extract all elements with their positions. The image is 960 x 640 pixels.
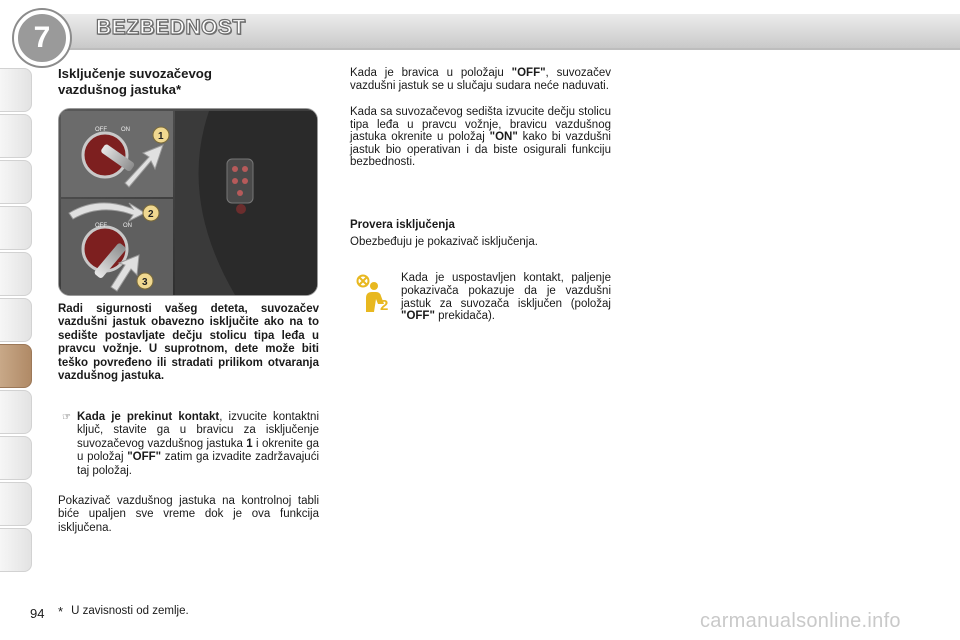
chapter-tab-3[interactable] <box>0 160 32 204</box>
photo-label-step-1: 1 <box>158 131 164 142</box>
section-title-line-1: Isključenje suvozačevog <box>58 66 212 81</box>
airbag-switch-photo <box>58 108 318 296</box>
photo-label-off-bottom: OFF <box>95 223 107 229</box>
indicator-note: Pokazivač vazdušnog jastuka na kontrolnoj tabli biće upaljen sve vreme dok je ova funkcija isključena. <box>58 495 319 534</box>
instruction-bullet <box>58 411 319 478</box>
indicator-part-1: Kada je uspostavljen kontakt, paljenje pokazivača pokazuje da je vazdušni jastuk za suvozača isključen (položaj <box>401 272 611 310</box>
photo-label-off-top: OFF <box>95 127 107 133</box>
page-number: 94 <box>30 606 45 621</box>
section-title-line-2: vazdušnog jastuka* <box>58 82 182 97</box>
chapter-tab-11[interactable] <box>0 528 32 572</box>
chapter-tab-10[interactable] <box>0 482 32 526</box>
instruction-text <box>77 411 319 478</box>
indicator-off: "OFF" <box>401 310 435 323</box>
on-paragraph-on: "ON" <box>489 131 518 144</box>
off-position-paragraph <box>350 67 611 92</box>
off-paragraph-off: "OFF" <box>511 67 546 79</box>
instruction-bold-lead: Kada je prekinut kontakt <box>77 411 220 423</box>
instruction-step-number: 1 <box>246 437 253 450</box>
chapter-tab-rail <box>0 60 32 580</box>
chapter-tab-1[interactable] <box>0 68 32 112</box>
instruction-part-3: zatim ga izvadite zadržavajući taj položaj. <box>77 451 319 477</box>
photo-label-step-3: 3 <box>142 277 148 288</box>
chapter-tab-9[interactable] <box>0 436 32 480</box>
svg-text:2: 2 <box>380 297 389 314</box>
check-section-title: Provera isključenja <box>350 219 455 231</box>
off-paragraph-part-2: , suvozačev vazdušni jastuk se u slučaju sudara neće naduvati. <box>350 67 611 92</box>
airbag-switch-illustration <box>59 109 318 296</box>
watermark: carmanualsonline.info <box>700 610 901 632</box>
photo-label-on-top: ON <box>121 127 130 133</box>
chapter-tab-4[interactable] <box>0 206 32 250</box>
on-paragraph-part-1: Kada sa suvozačevog sedišta izvucite dečju stolicu tipa leđa u pravcu vožnje, bravicu vazdušnog jastuka okrenite u položaj <box>350 106 611 144</box>
footnote-text: U zavisnosti od zemlje. <box>71 605 189 617</box>
indicator-description <box>401 272 611 323</box>
safety-warning: Radi sigurnosti vašeg deteta, suvozačev vazdušni jastuk obavezno isključite ako na to sedište postavljate dečju stolicu tipa leđa u pravcu vožnje. U suprotnom, dete može biti teško povređeno ili stradati prilikom otvaranja vazdušnog jastuka. <box>58 303 319 383</box>
instruction-part-2: i okrenite ga u položaj <box>77 437 319 464</box>
photo-label-step-2: 2 <box>148 209 154 220</box>
chapter-tab-5[interactable] <box>0 252 32 296</box>
instruction-off-position: "OFF" <box>127 451 162 464</box>
check-section-text: Obezbeđuju je pokazivač isključenja. <box>350 236 538 248</box>
indicator-part-2: prekidača). <box>438 310 495 323</box>
chapter-number-badge: 7 <box>14 10 70 66</box>
off-paragraph-part-1: Kada je bravica u položaju <box>350 67 504 79</box>
chapter-tab-8[interactable] <box>0 390 32 434</box>
instruction-part-1: , izvucite kontaktni ključ, stavite ga u bravicu za isključenje suvozačevog vazdušnog jastuka <box>77 411 319 450</box>
photo-label-on-bottom: ON <box>123 223 132 229</box>
footnote <box>58 604 189 619</box>
header-divider <box>40 48 960 50</box>
airbag-off-indicator-icon <box>354 272 394 314</box>
on-position-paragraph <box>350 106 611 169</box>
chapter-title: BEZBEDNOST <box>96 16 246 39</box>
pointing-hand-icon: ☞ <box>62 412 71 423</box>
on-paragraph-part-2: kako bi vazdušni jastuk bio operativan i da biste osigurali funkciju bezbednosti. <box>350 131 611 169</box>
footnote-mark: * <box>58 604 64 619</box>
section-title <box>58 66 328 98</box>
chapter-tab-6[interactable] <box>0 298 32 342</box>
chapter-tab-2[interactable] <box>0 114 32 158</box>
chapter-tab-7-active[interactable] <box>0 344 32 388</box>
